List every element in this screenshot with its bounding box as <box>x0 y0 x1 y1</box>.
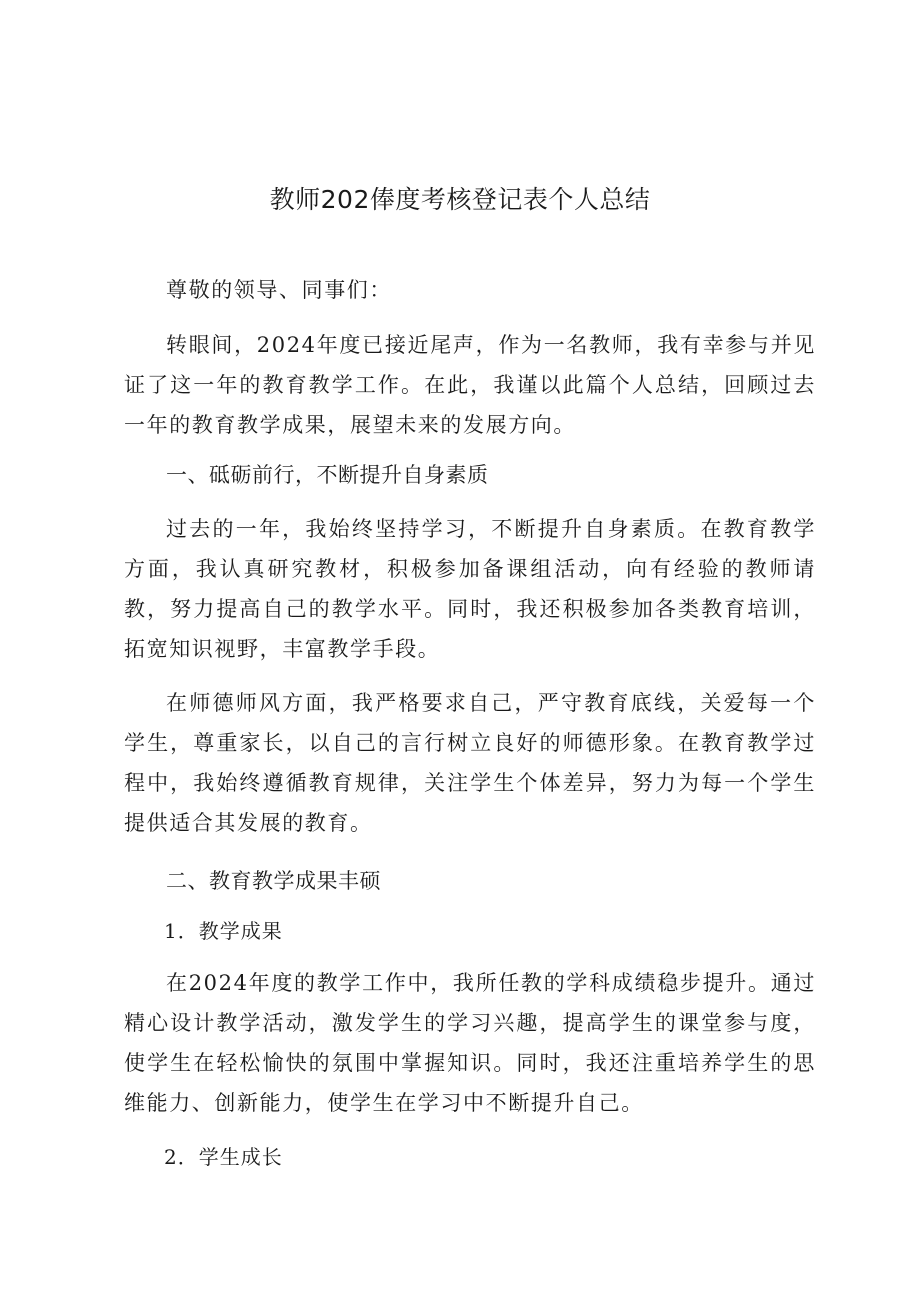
section1-paragraph1: 过去的一年，我始终坚持学习，不断提升自身素质。在教育教学方面，我认真研究教材，积极参加备课组活动，向有经验的教师请教，努力提高自己的教学水平。同时，我还积极参加各类教育培训，拓宽知识视野，丰富教学手段。 <box>124 517 816 661</box>
greeting: 尊敬的领导、同事们： <box>166 278 392 302</box>
section2-sub1-paragraph: 在2024年度的教学工作中，我所任教的学科成绩稳步提升。通过精心设计教学活动，激发学生的学习兴趣，提高学生的课堂参与度，使学生在轻松愉快的氛围中掌握知识。同时，我还注重培养学生的思维能力、创新能力，使学生在学习中不断提升自己。 <box>124 971 816 1115</box>
document-title: 教师202俸度考核登记表个人总结 <box>269 185 651 214</box>
document-body <box>124 270 816 1177</box>
section2-sub1-heading: 1．教学成果 <box>164 919 283 943</box>
section1-heading: 一、砥砺前行，不断提升自身素质 <box>166 463 489 487</box>
section2-sub2-heading: 2．学生成长 <box>164 1145 283 1169</box>
section1-paragraph2: 在师德师风方面，我严格要求自己，严守教育底线，关爱每一个学生，尊重家长，以自己的言行树立良好的师德形象。在教育教学过程中，我始终遵循教育规律，关注学生个体差异，努力为每一个学生提供适合其发展的教育。 <box>124 691 816 835</box>
intro-paragraph: 转眼间，2024年度已接近尾声，作为一名教师，我有幸参与并见证了这一年的教育教学工作。在此，我谨以此篇个人总结，回顾过去一年的教育教学成果，展望未来的发展方向。 <box>124 333 816 437</box>
section2-heading: 二、教育教学成果丰硕 <box>166 869 381 893</box>
